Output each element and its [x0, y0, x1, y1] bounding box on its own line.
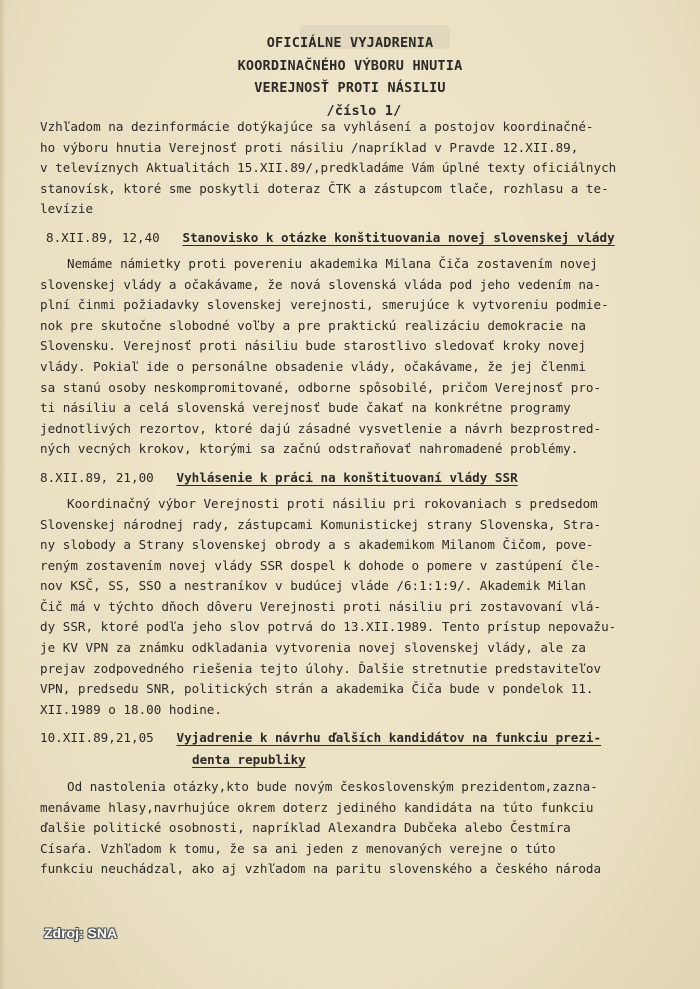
section-paragraph: [40, 777, 690, 880]
text-line: nok pre skutočne slobodné voľby a pre praktickú realizáciu demokracie na: [40, 317, 586, 333]
text-line: jednotlivých rezortov, ktoré dajú zásadné vysvetlenie a návrh bezprostred-: [40, 420, 602, 436]
text-line: stanovísk, ktoré sme poskytli doteraz ČTK a zástupcom tlače, rozhlasu a te-: [40, 180, 609, 196]
text-line: levízie: [40, 201, 94, 217]
section-title: Vyhlásenie k práci na konštituovaní vlády SSR: [176, 469, 518, 485]
text-line: je KV VPN za známku odkladania vytvorenia novej slovenskej vlády, ale za: [40, 640, 586, 656]
title-line: OFICIÁLNE VYJADRENIA: [266, 35, 434, 51]
source-watermark: Zdroj: SNA: [44, 925, 118, 941]
text-line: slovenskej vlády a očakávame, že nová slovenská vláda pod jeho vedením na-: [40, 276, 602, 292]
text-line: Slovenskej národnej rady, zástupcami Komunistickej strany Slovenska, Stra-: [40, 516, 602, 532]
text-line: ho výboru hnutia Verejnosť proti násiliu /napríklad v Pravde 12.XII.89,: [40, 139, 579, 155]
text-line: Koordinačný výbor Verejnosti proti násiliu pri rokovaniach s predsedom: [67, 495, 598, 511]
text-line: Vzhľadom na dezinformácie dotýkajúce sa vyhlásení a postojov koordinačné-: [40, 119, 594, 134]
text-line: funkciu neuchádzal, ako aj vzhľadom na paritu slovenského a českého národa: [40, 861, 602, 877]
text-line: ných vecných krokov, ktorými sa začnú odstraňovať nahromadené problémy.: [40, 441, 579, 457]
section-date: 8.XII.89, 12,40: [46, 229, 160, 245]
text-line: vlády. Pokiaľ ide o personálne obsadenie vlády, očakávame, že jej členmi: [40, 358, 586, 374]
text-line: XII.1989 o 18.00 hodine.: [40, 701, 222, 717]
text-line: VPN, predsedu SNR, politických strán a akademika Čiča bude v pondelok 11.: [40, 681, 594, 697]
section-date: 8.XII.89, 21,00: [40, 469, 154, 485]
section-title: Vyjadrenie k návrhu ďalších kandidátov na funkciu prezi-: [176, 730, 602, 746]
text-line: prejav zodpovedného riešenia tejto úlohy. Ďalšie stretnutie predstaviteľov: [40, 660, 602, 676]
text-line: ti násiliu a celá slovenská verejnosť bude čakať na konkrétne programy: [40, 400, 571, 416]
section-heading: [40, 228, 690, 250]
section-heading: [40, 728, 690, 750]
text-line: reným zostavením novej vlády SSR dospel k dohode o pomere v zastúpení čle-: [40, 557, 602, 573]
section-heading: [40, 468, 690, 490]
title-line: KOORDINAČNÉHO VÝBORU HNUTIA: [237, 57, 463, 74]
text-line: Nemáme námietky proti povereniu akademika Milana Čiča zostavením novej: [67, 255, 598, 271]
text-line: menávame hlasy,navrhujúce okrem doterz jediného kandidáta na túto funkciu: [40, 799, 594, 815]
document-body: [40, 117, 690, 880]
section-title: Stanovisko k otázke konštituovania novej slovenskej vlády: [182, 229, 615, 245]
text-line: Od nastolenia otázky,kto bude novým československým prezidentom,zazna-: [67, 779, 598, 795]
title-line: VEREJNOSŤ PROTI NÁSILIU: [254, 80, 446, 96]
intro-paragraph: [40, 117, 690, 220]
section-title-continuation: denta republiky: [192, 752, 306, 768]
text-line: plní činmi požiadavky slovenskej verejnosti, smerujúce k vytvoreniu podmie-: [40, 297, 609, 313]
document-title: [0, 32, 700, 122]
text-line: sa stanú osoby neskompromitované, odborne spôsobilé, pričom Verejnosť pro-: [40, 379, 602, 395]
text-line: Císaŕa. Vzhľadom k tomu, že sa ani jeden z menovaných verejne o túto: [40, 840, 556, 856]
text-line: Čič má v týchto dňoch dôveru Verejnosti proti násiliu pri zostavovaní vlá-: [40, 598, 602, 614]
section-paragraph: [40, 494, 690, 721]
text-line: Slovensku. Verejnosť proti násiliu bude starostlivo sledovať kroky novej: [40, 338, 586, 354]
text-line: dy SSR, ktoré podľa jeho slov potrvá do 13.XII.1989. Tento prístup nepovažu-: [40, 619, 617, 635]
title-line: /číslo 1/: [326, 102, 402, 119]
text-line: nov KSČ, SS, SSO a nestraníkov v budúcej vláde /6:1:1:9/. Akademik Milan: [40, 578, 586, 594]
section-date: 10.XII.89,21,05: [40, 730, 154, 746]
text-line: ďalšie politické osobnosti, napríklad Alexandra Dubčeka alebo Čestmíra: [40, 820, 571, 836]
section-paragraph: [40, 254, 690, 460]
text-line: v televíznych Aktualitách 15.XII.89/,predkladáme Vám úplné texty oficiálnych: [40, 160, 617, 176]
text-line: ny slobody a Strany slovenskej obrody a s akademikom Milanom Čičom, pove-: [40, 537, 594, 553]
